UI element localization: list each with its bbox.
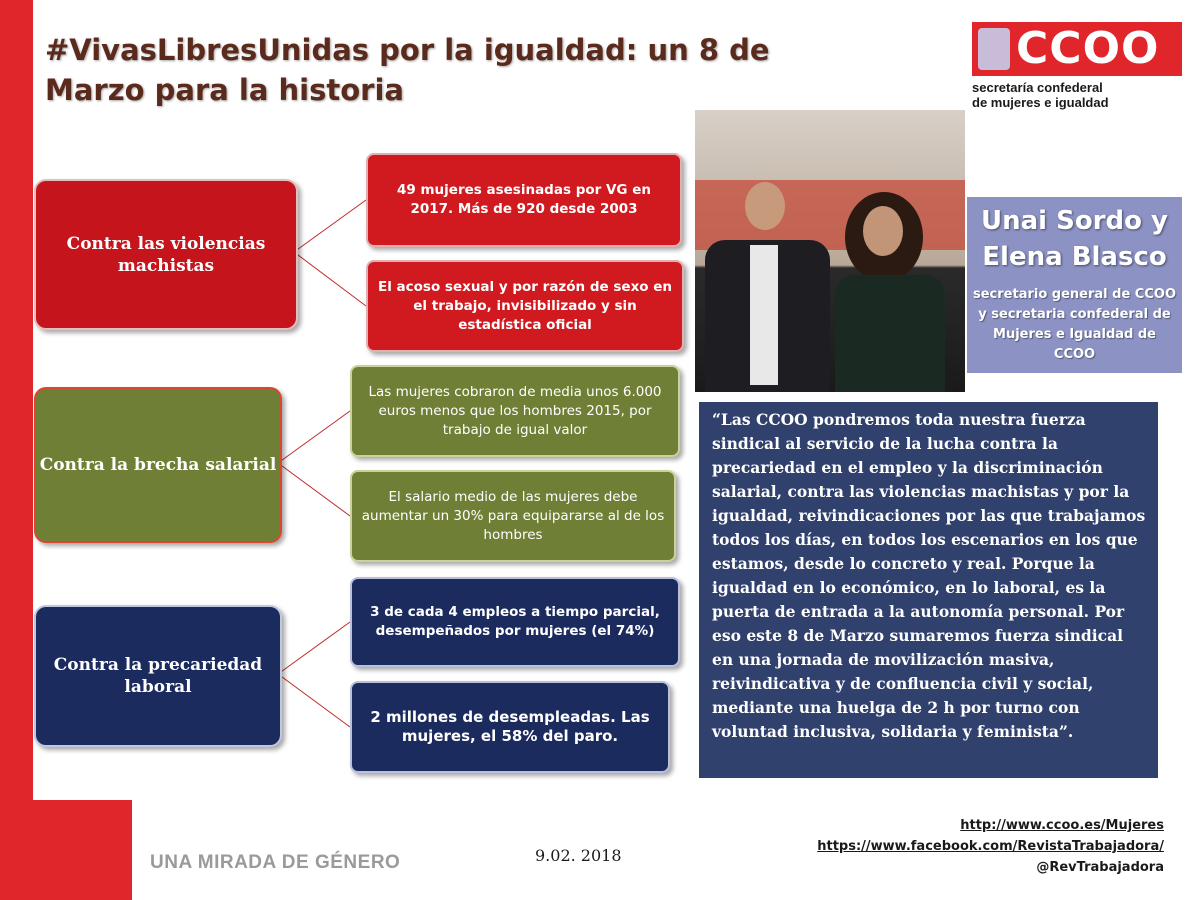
twitter-handle: @RevTrabajadora — [1036, 860, 1164, 875]
people-caption — [967, 197, 1182, 373]
logo-subtitle-line1: secretaría confederal — [972, 80, 1103, 95]
link-ccoo-mujeres[interactable]: http://www.ccoo.es/Mujeres — [960, 818, 1164, 833]
category-violencias: Contra las violencias machistas — [34, 179, 298, 330]
item-precariedad-2: 2 millones de desempleadas. Las mujeres, el 58% del paro. — [350, 681, 670, 773]
item-precariedad-1: 3 de cada 4 empleos a tiempo parcial, desempeñados por mujeres (el 74%) — [350, 577, 680, 667]
footer-date: 9.02. 2018 — [535, 846, 622, 865]
item-violencias-1: 49 mujeres asesinadas por VG en 2017. Más de 920 desde 2003 — [366, 153, 682, 247]
footer-links — [817, 815, 1164, 878]
logo-text: CCOO — [1016, 23, 1160, 74]
page-title: #VivasLibresUnidas por la igualdad: un 8 de Marzo para la historia — [45, 33, 770, 107]
quote-box: “Las CCOO pondremos toda nuestra fuerza sindical al servicio de la lucha contra la precariedad en el empleo y la discriminación salarial, contra las violencias machistas y por la igualdad, reivindicaciones por las que trabajamos todos los días, en todos los escenarios en los que estamos, desde lo concreto y real. Porque la igualdad en lo económico, en lo laboral, es la puerta de entrada a la autonomía personal. Por eso este 8 de Marzo sumaremos fuerza sindical en una jornada de movilización masiva, reivindicativa y de confluencia civil y social, mediante una huelga de 2 h por turno con voluntad inclusiva, solidaria y feminista”. — [699, 402, 1158, 778]
item-violencias-2: El acoso sexual y por razón de sexo en el trabajo, invisibilizado y sin estadística oficial — [366, 260, 684, 352]
category-brecha: Contra la brecha salarial — [34, 387, 282, 543]
people-names: Unai Sordo y Elena Blasco — [980, 206, 1168, 272]
logo-subtitle-line2: de mujeres e igualdad — [972, 95, 1109, 110]
link-facebook[interactable]: https://www.facebook.com/RevistaTrabajadora/ — [817, 839, 1164, 854]
item-brecha-2: El salario medio de las mujeres debe aumentar un 30% para equipararse al de los hombres — [350, 470, 676, 562]
photo-unai-elena — [695, 110, 965, 392]
people-role: secretario general de CCOO y secretaria confederal de Mujeres e Igualdad de CCOO — [973, 287, 1176, 362]
category-precariedad: Contra la precariedad laboral — [34, 605, 282, 747]
item-brecha-1: Las mujeres cobraron de media unos 6.000 euros menos que los hombres 2015, por trabajo de igual valor — [350, 365, 680, 457]
footer-brand: UNA MIRADA DE GÉNERO — [150, 852, 401, 873]
